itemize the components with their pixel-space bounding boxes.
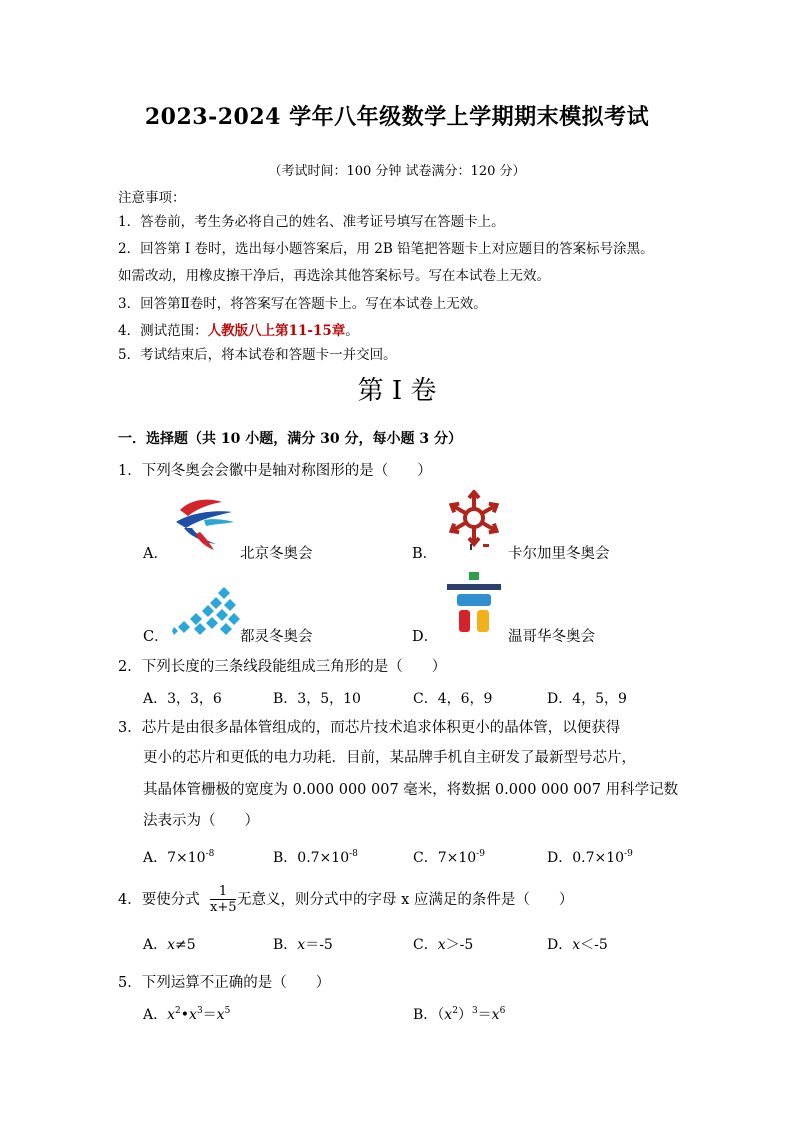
q5-a-x2: x xyxy=(189,1007,197,1023)
note-4 xyxy=(118,319,359,339)
q5-b-x2: x xyxy=(491,1007,500,1023)
question-3-line-4: 法表示为（ ） xyxy=(143,813,259,829)
q5-a-eq: ＝ xyxy=(202,1007,217,1023)
q4-b-var: x xyxy=(297,937,306,953)
q5-a-x1: x xyxy=(167,1007,176,1023)
q5-a-e3: 5 xyxy=(224,1006,231,1016)
q2-option-d: D．4，5，9 xyxy=(547,691,627,707)
question-4-suffix: 无意义，则分式中的字母 x 应满足的条件是（ ） xyxy=(237,892,574,908)
question-5-stem: 5．下列运算不正确的是（ ） xyxy=(118,975,331,991)
q2-option-c: C．4，6，9 xyxy=(413,691,493,707)
q5-option-b xyxy=(413,1004,505,1024)
note-3: 3．回答第Ⅱ卷时，将答案写在答题卡上。写在本试卷上无效。 xyxy=(118,296,487,312)
q4-d-label: D． xyxy=(547,937,573,953)
q4-c-rest: ＞-5 xyxy=(445,937,474,953)
beijing-emblem-icon xyxy=(170,492,238,554)
q4-b-rest: ＝-5 xyxy=(305,937,333,953)
q3-c-exponent: -9 xyxy=(476,849,485,859)
q2-option-b: B．3，5，10 xyxy=(273,691,361,707)
q4-fraction xyxy=(210,884,236,915)
q5-b-mid: ） xyxy=(457,1007,472,1023)
q4-denominator: x+5 xyxy=(210,900,237,915)
question-4-prefix: 4．要使分式 xyxy=(118,892,200,908)
q1-option-d-caption: 温哥华冬奥会 xyxy=(508,629,595,645)
q1-option-d-letter: D． xyxy=(412,629,439,645)
q4-option-d xyxy=(547,934,608,954)
q2-option-a: A．3，3，6 xyxy=(143,691,222,707)
q3-a-base: A．7×10 xyxy=(143,850,206,866)
q5-option-a xyxy=(143,1004,230,1024)
q5-a-e1: 2 xyxy=(175,1006,181,1016)
q4-a-label: A． xyxy=(143,937,168,953)
question-3-line-1: 3．芯片是由很多晶体管组成的，而芯片技术追求体积更小的晶体管，以便获得 xyxy=(118,720,621,736)
q1-option-b-letter: B． xyxy=(412,546,438,562)
test-range: 人教版八上第11-15章 xyxy=(207,323,346,339)
q3-a-exponent: -8 xyxy=(205,849,215,859)
q1-option-c-letter: C． xyxy=(143,629,169,645)
q4-option-c xyxy=(413,934,473,954)
question-3-line-2: 更小的芯片和更低的电力功耗．目前，某品牌手机自主研发了最新型号芯片， xyxy=(143,750,636,766)
q3-b-exponent: -8 xyxy=(349,849,358,859)
q3-b-base: B．0.7×10 xyxy=(273,850,350,866)
page-title: 2023-2024 学年八年级数学上学期期末模拟考试 xyxy=(144,104,650,130)
volume-heading: 第 I 卷 xyxy=(357,376,437,406)
q3-option-c xyxy=(413,847,485,867)
q5-b-eq: ＝ xyxy=(477,1007,492,1023)
q5-a-dot: • xyxy=(180,1007,190,1023)
q5-b-e2: 3 xyxy=(471,1006,478,1016)
calgary-emblem-icon xyxy=(443,490,505,552)
exam-info: （考试时间：100 分钟 试卷满分：120 分） xyxy=(268,164,526,179)
q1-option-a-caption: 北京冬奥会 xyxy=(240,546,313,562)
notes-heading: 注意事项： xyxy=(118,190,186,206)
question-3-line-3: 其晶体管栅极的宽度为 0.000 000 007 毫米，将数据 0.000 000 007 用科学记数 xyxy=(143,782,679,798)
note-2: 2．回答第 I 卷时，选出每小题答案后，用 2B 铅笔把答题卡上对应题目的答案标号涂黑。 xyxy=(118,241,654,257)
q5-a-x3: x xyxy=(216,1007,225,1023)
q1-option-b-caption: 卡尔加里冬奥会 xyxy=(508,546,610,562)
q4-numerator: 1 xyxy=(210,884,236,900)
q4-d-rest: ＜-5 xyxy=(580,937,608,953)
note-5: 5．考试结束后，将本试卷和答题卡一并交回。 xyxy=(118,347,397,363)
q3-option-d xyxy=(547,847,633,867)
note-1: 1．答卷前，考生务必将自己的姓名、准考证号填写在答题卡上。 xyxy=(118,214,505,230)
q5-b-e3: 6 xyxy=(499,1006,506,1016)
note-4-prefix: 4．测试范围： xyxy=(118,323,208,339)
q3-d-exponent: -9 xyxy=(624,849,633,859)
question-2-stem: 2．下列长度的三条线段能组成三角形的是（ ） xyxy=(118,659,447,675)
torino-emblem-icon xyxy=(172,585,240,635)
q1-option-c-caption: 都灵冬奥会 xyxy=(240,629,313,645)
vancouver-emblem-icon xyxy=(443,570,505,636)
q1-option-a-letter: A． xyxy=(143,546,168,562)
q4-d-var: x xyxy=(572,937,581,953)
note-2-continued: 如需改动，用橡皮擦干净后，再选涂其他答案标号。写在本试卷上无效。 xyxy=(118,268,550,284)
note-4-suffix: 。 xyxy=(345,323,359,339)
q3-d-base: D．0.7×10 xyxy=(547,850,625,866)
q4-c-label: C． xyxy=(413,937,438,953)
q5-b-e1: 2 xyxy=(452,1006,458,1016)
q5-b-x1: x xyxy=(444,1007,453,1023)
q5-b-label: B．（ xyxy=(413,1007,445,1023)
q3-option-a xyxy=(143,847,214,867)
section-heading: 一．选择题（共 10 小题，满分 30 分，每小题 3 分） xyxy=(118,431,462,447)
q4-b-label: B． xyxy=(273,937,298,953)
q5-a-label: A． xyxy=(143,1007,168,1023)
q4-a-rest: ≠5 xyxy=(175,937,196,953)
q3-c-base: C．7×10 xyxy=(413,850,477,866)
q4-option-a xyxy=(143,934,196,954)
q4-option-b xyxy=(273,934,333,954)
question-1-stem: 1．下列冬奥会会徽中是轴对称图形的是（ ） xyxy=(118,463,432,479)
q4-a-var: x xyxy=(167,937,176,953)
q4-c-var: x xyxy=(437,937,446,953)
q3-option-b xyxy=(273,847,358,867)
q5-a-e2: 3 xyxy=(196,1006,203,1016)
